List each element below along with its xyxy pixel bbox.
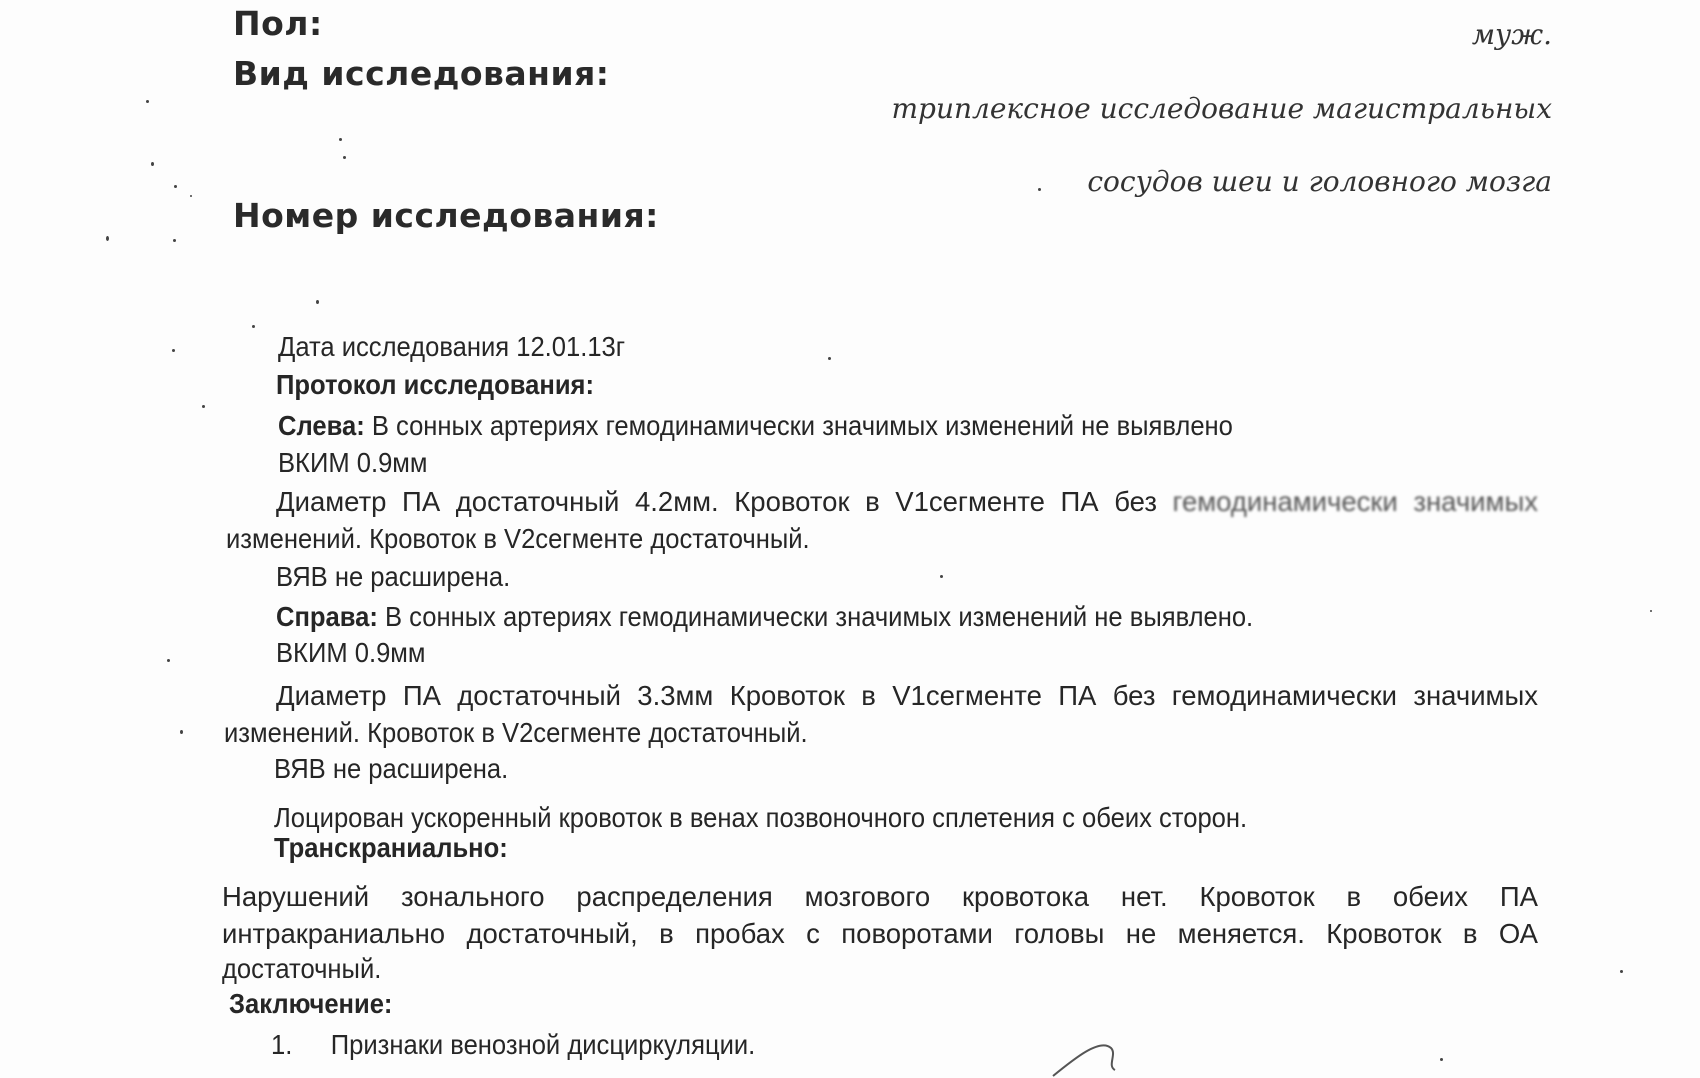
word: значимых [1413,486,1538,517]
study-type-value-line1: триплексное исследование магистральных [891,92,1552,125]
scan-speck [146,100,149,103]
word: V1сегменте [892,680,1042,711]
scan-speck [940,575,943,578]
word: Кровоток [1326,918,1442,949]
word: обеих [1392,881,1469,912]
word: с [806,918,820,949]
word: интракраниально [222,918,446,949]
word: ПА [1058,680,1097,711]
right-pa-line1 [276,680,1538,712]
right-vyav: ВЯВ не расширена. [274,753,509,784]
word: в [1462,918,1478,949]
scan-speck [190,195,192,197]
word: значимых [1413,680,1538,711]
transcranial-line1 [222,881,1538,913]
right-label: Справа: [276,601,378,632]
word: Нарушений [222,881,370,912]
word: без [1112,680,1156,711]
word: в [861,680,876,711]
scan-speck [202,405,205,408]
word: без [1114,486,1157,517]
word: Диаметр [276,680,387,711]
word: ОА [1498,918,1538,949]
word: Кровоток [734,486,850,517]
signature-mark [1045,1018,1165,1078]
scan-speck [1038,188,1041,191]
word: ПА [402,680,441,711]
word: V1сегменте [895,486,1045,517]
study-date: Дата исследования 12.01.13г [278,331,626,362]
protocol-title: Протокол исследования: [276,369,594,400]
scan-speck [172,349,175,352]
word: достаточный [455,486,620,517]
transcranial-title: Транскраниально: [274,832,508,863]
left-vyav: ВЯВ не расширена. [276,561,511,592]
word: пробах [695,918,785,949]
conclusion-item [271,1029,755,1061]
left-pa-line1 [276,486,1538,518]
study-type-label: Вид исследования: [233,54,610,93]
scan-speck [1440,1058,1443,1061]
word: ПА [1499,881,1538,912]
word: головы [1014,918,1105,949]
conclusion-item-text: Признаки венозной дисциркуляции. [330,1029,756,1060]
right-vkim: ВКИМ 0.9мм [276,637,426,668]
scan-speck [173,239,176,242]
sex-label: Пол: [233,4,323,43]
word: Кровоток [1199,881,1315,912]
word: 3.3мм [637,680,714,711]
word: гемодинамически [1172,486,1398,517]
word: в [659,918,674,949]
left-carotid-line [278,410,1233,442]
scan-speck [343,156,346,159]
word: распределения [576,881,773,912]
left-pa-line2: изменений. Кровоток в V2сегменте достаточный. [226,523,810,554]
scan-speck [167,659,170,662]
word: меняется. [1177,918,1305,949]
word: ПА [1060,486,1099,517]
word: Диаметр [276,486,387,517]
scan-speck [828,357,831,360]
word: Кровоток [729,680,845,711]
word: поворотами [841,918,993,949]
scan-speck [339,138,342,141]
word: в [865,486,880,517]
word: гемодинамически [1171,680,1398,711]
word: в [1346,881,1362,912]
conclusion-title: Заключение: [229,988,393,1019]
scan-speck [106,236,109,241]
word: ПА [402,486,441,517]
sex-value: муж. [1471,18,1552,51]
study-type-value-line2: сосудов шеи и головного мозга [1087,165,1552,198]
left-vkim: ВКИМ 0.9мм [278,447,428,478]
study-number-label: Номер исследования: [233,196,659,235]
word: 4.2мм. [635,486,719,517]
word: кровотока [961,881,1090,912]
word: мозгового [804,881,931,912]
word: достаточный, [466,918,638,949]
right-carotid-text: В сонных артериях гемодинамически значимых изменений не выявлено. [384,601,1254,632]
scan-speck [151,162,154,166]
transcranial-line3: достаточный. [222,953,382,984]
vertebral-plexus: Лоцирован ускоренный кровоток в венах позвоночного сплетения с обеих сторон. [274,802,1248,833]
scan-speck [252,325,255,328]
right-pa-line2: изменений. Кровоток в V2сегменте достаточный. [224,717,808,748]
word: достаточный [457,680,621,711]
scan-speck [1650,610,1652,612]
scan-speck [1620,970,1623,973]
scan-speck [180,730,183,734]
scan-speck [316,300,319,304]
word: не [1125,918,1157,949]
scan-speck [174,185,177,188]
left-carotid-text: В сонных артериях гемодинамически значимых изменений не выявлено [371,410,1233,441]
word: нет. [1120,881,1168,912]
word: зонального [400,881,545,912]
transcranial-line2 [222,918,1538,950]
left-label: Слева: [278,410,365,441]
conclusion-item-number: 1. [271,1029,293,1060]
right-carotid-line [276,601,1253,633]
